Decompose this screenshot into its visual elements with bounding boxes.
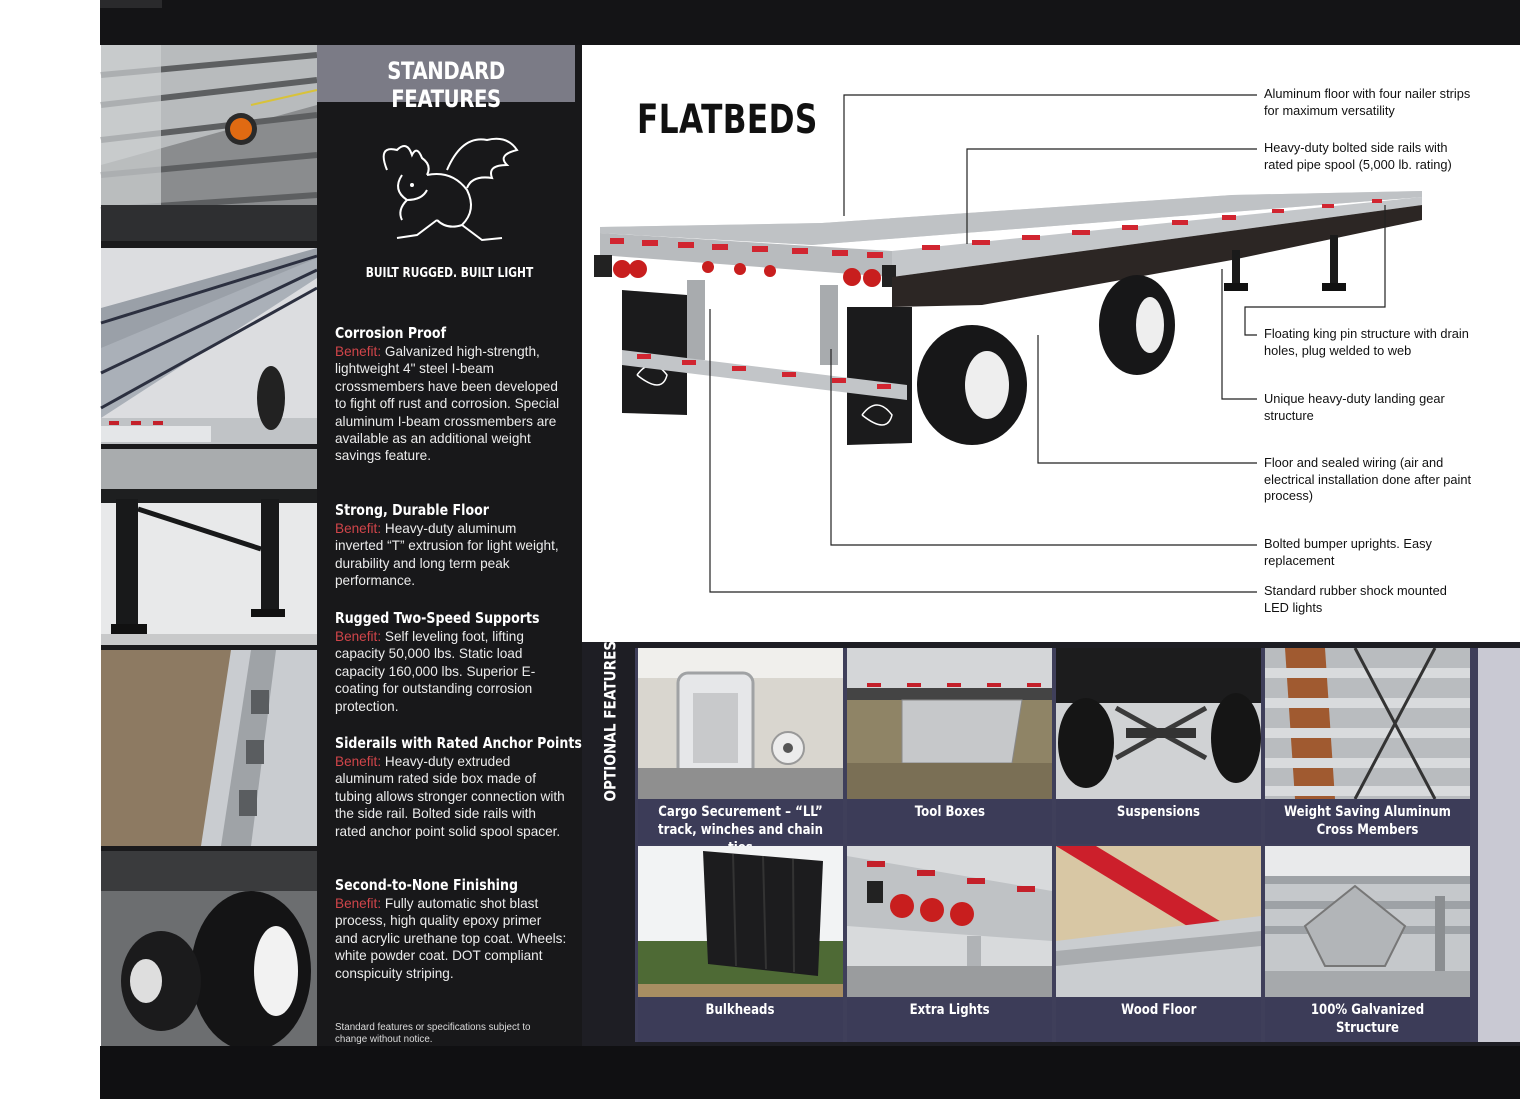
tile-photo: [1265, 846, 1470, 997]
feature-title: Siderails with Rated Anchor Points: [335, 734, 582, 752]
optional-tiles-grid: [635, 648, 1478, 1042]
callout-led-lights: Standard rubber shock mounted LED lights: [1264, 583, 1447, 615]
feature-title: Strong, Durable Floor: [335, 501, 490, 519]
feature-finishing: [335, 876, 567, 982]
feature-strong-floor: [335, 501, 567, 590]
benefit-label: Benefit:: [335, 344, 382, 359]
tile-photo: [847, 648, 1052, 799]
feature-title: Second-to-None Finishing: [335, 876, 518, 894]
flatbed-main-panel: [582, 45, 1520, 642]
standard-features-header: [317, 45, 575, 113]
tile-aluminum-cross-members: [1265, 648, 1470, 844]
tile-label-text: Tool Boxes: [914, 804, 985, 820]
tile-label: [638, 799, 843, 844]
winged-moose-logo: [367, 130, 535, 250]
tile-label: [1056, 799, 1261, 844]
tile-wood-floor: [1056, 846, 1261, 1042]
standard-features-panel: [317, 45, 582, 1046]
tile-photo: [638, 648, 843, 799]
callout-side-rails: Heavy-duty bolted side rails with rated pipe spool (5,000 lb. rating): [1264, 140, 1452, 172]
tile-photo: [638, 846, 843, 997]
photo-aluminum-floor: [101, 248, 317, 444]
tile-bulkheads: [638, 846, 843, 1042]
feature-body: [335, 520, 567, 590]
photo-landing-gear: [101, 449, 317, 645]
feature-two-speed-supports: [335, 609, 567, 715]
tile-label-text: Bulkheads: [706, 1002, 775, 1018]
top-bar-accent: [100, 0, 162, 8]
tile-galvanized-structure: [1265, 846, 1470, 1042]
feature-text: Fully automatic shot blast process, high quality epoxy primer and acrylic urethane top coat. Wheels: white powder coat. DOT compliant conspicuity striping.: [335, 896, 567, 981]
tagline: BUILT RUGGED. BUILT LIGHT: [365, 266, 534, 281]
feature-body: [335, 753, 567, 840]
standard-photo-strip: [101, 45, 317, 1046]
tile-extra-lights: [847, 846, 1052, 1042]
tile-label: [1265, 997, 1470, 1042]
callout-bumper-uprights: Bolted bumper uprights. Easy replacement: [1264, 536, 1432, 568]
right-edge-strip: [1478, 648, 1520, 1042]
feature-text: Heavy-duty extruded aluminum rated side box made of tubing allows stronger connection with the side rail. Bolted side rails with rated anchor point solid spool spacer.: [335, 754, 565, 839]
feature-title: Corrosion Proof: [335, 324, 447, 342]
tile-suspensions: [1056, 648, 1261, 844]
photo-side-rail: [101, 650, 317, 846]
tile-cargo-securement: [638, 648, 843, 844]
tile-label-text: Wood Floor: [1120, 1002, 1197, 1018]
feature-body: [335, 895, 567, 982]
tile-photo: [1056, 648, 1261, 799]
disclaimer: Standard features or specifications subject to change without notice.: [335, 1022, 531, 1045]
tile-photo: [1056, 846, 1261, 997]
callout-wiring: Floor and sealed wiring (air and electrical installation done after paint process): [1264, 455, 1472, 503]
tile-label: [638, 997, 843, 1042]
tile-label-text: Suspensions: [1116, 804, 1201, 820]
tile-photo: [1265, 648, 1470, 799]
feature-text: Galvanized high-strength, lightweight 4" steel I-beam crossmembers have been developed to fight off rust and corrosion. Special aluminum I-beam crossmembers are available as an additional weight savings feature.: [335, 344, 560, 464]
tile-label-text: Weight Saving Aluminum Cross Members: [1284, 804, 1451, 838]
standard-features-title: STANDARD FEATURES: [387, 57, 505, 113]
feature-siderails: [335, 734, 582, 840]
feature-text: Self leveling foot, lifting capacity 50,000 lbs. Static load capacity 160,000 lbs. Superior E-coating for outstanding corrosion protection.: [335, 629, 536, 714]
tile-label: [1265, 799, 1470, 844]
benefit-label: Benefit:: [335, 896, 382, 911]
callout-landing-gear: Unique heavy-duty landing gear structure: [1264, 391, 1445, 423]
feature-title: Rugged Two-Speed Supports: [335, 609, 540, 627]
optional-features-panel: [582, 642, 1520, 1046]
callout-aluminum-floor: Aluminum floor with four nailer strips for maximum versatility: [1264, 86, 1471, 118]
feature-body: [335, 343, 567, 465]
bottom-bar: [100, 1046, 1520, 1099]
tile-photo: [847, 846, 1052, 997]
optional-features-title: OPTIONAL FEATURES: [600, 640, 620, 802]
tile-label-text: Cargo Securement – “LL” track, winches and chain: [658, 804, 823, 838]
optional-features-label: [598, 640, 622, 816]
tile-label-text: Extra Lights: [909, 1002, 990, 1018]
feature-body: [335, 628, 567, 715]
feature-text: Heavy-duty aluminum inverted “T” extrusion for light weight, durability and long term peak performance.: [335, 521, 559, 589]
photo-lights-underside: [101, 45, 317, 241]
top-bar: [100, 0, 1520, 45]
benefit-label: Benefit:: [335, 521, 382, 536]
tile-label: [1056, 997, 1261, 1042]
tile-label: [847, 799, 1052, 844]
photo-wheels: [101, 851, 317, 1046]
tile-label-text: 100% Galvanized Structure: [1310, 1002, 1425, 1036]
tile-label: [847, 997, 1052, 1042]
feature-corrosion-proof: [335, 324, 567, 465]
page-title: FLATBEDS: [637, 97, 818, 143]
callout-king-pin: Floating king pin structure with drain holes, plug welded to web: [1264, 326, 1469, 358]
tile-tool-boxes: [847, 648, 1052, 844]
benefit-label: Benefit:: [335, 629, 382, 644]
benefit-label: Benefit:: [335, 754, 382, 769]
